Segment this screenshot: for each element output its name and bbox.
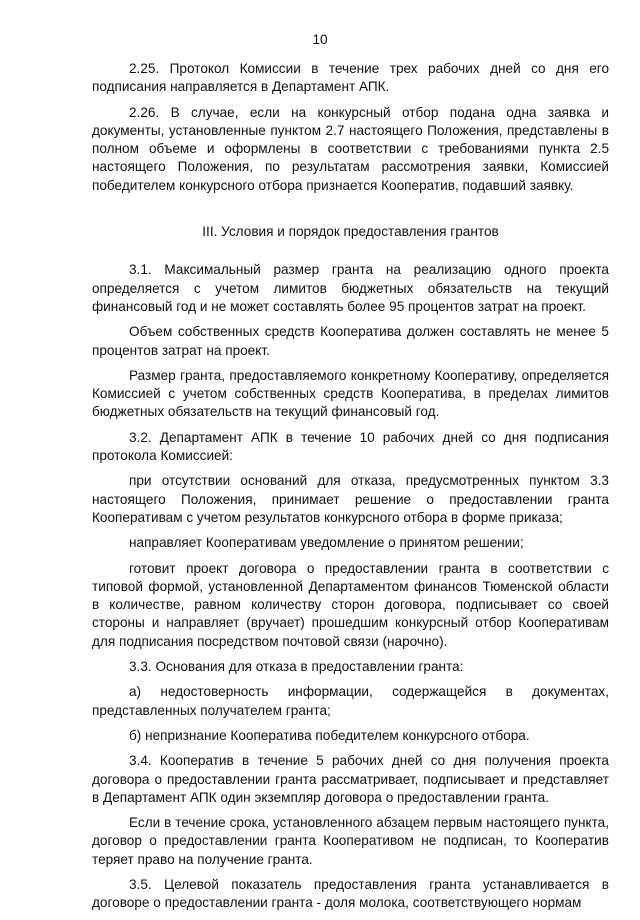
paragraph-3-3-b: б) непризнание Кооператива победителем конкурсного отбора.: [129, 727, 530, 743]
paragraph-3-3-a: а) недостоверность информации, содержащейся в документах, представленных получателем гранта;: [92, 684, 609, 718]
paragraph-3-2-notice: направляет Кооперативам уведомление о принятом решении;: [129, 535, 524, 551]
paragraph-2-26: 2.26. В случае, если на конкурсный отбор подана одна заявка и документы, установленные пунктом 2.7 настоящего Положения, представлены в полном объеме и оформлены в соответствии с требованиями пункта 2.5 настоящего Положения, по результатам рассмотрения заявки, Комиссией победителем конкурсного отбора признается Кооператив, подавший заявку.: [92, 104, 609, 193]
section-heading: III. Условия и порядок предоставления грантов: [202, 224, 499, 240]
paragraph-own-funds: Объем собственных средств Кооператива должен составлять не менее 5 процентов затрат на проект.: [92, 324, 609, 358]
paragraph-grant-size: Размер гранта, предоставляемого конкретному Кооперативу, определяется Комиссией с учетом собственных средств Кооператива, в пределах лимитов бюджетных обязательств на текущий финансовый год.: [92, 367, 609, 420]
document-body: [92, 60, 609, 920]
paragraph-3-2-contract: готовит проект договора о предоставлении гранта в соответствии с типовой формой, установленной Департаментом финансов Тюменской области в количестве, равном количеству сторон договора, подписывает со своей стороны и направляет (вручает) прошедшим конкурсный отбор Кооперативам для подписания посредством почтовой связи (нарочно).: [92, 560, 609, 649]
paragraph-3-1: 3.1. Максимальный размер гранта на реализацию одного проекта определяется с учетом лимитов бюджетных обязательств на текущий финансовый год и не может составлять более 95 процентов затрат на проект.: [92, 262, 609, 314]
paragraph-3-2: 3.2. Департамент АПК в течение 10 рабочих дней со дня подписания протокола Комиссией:: [92, 429, 609, 464]
paragraph-3-5: 3.5. Целевой показатель предоставления гранта устанавливается в договоре о предоставлении гранта - доля молока, соответствующего нормам: [92, 876, 609, 911]
paragraph-3-3: 3.3. Основания для отказа в предоставлении гранта:: [129, 659, 464, 675]
paragraph-3-4: 3.4. Кооператив в течение 5 рабочих дней со дня получения проекта договора о предоставлении гранта рассматривает, подписывает и представляет в Департамент АПК один экземпляр договора о предоставлении гранта.: [92, 753, 609, 805]
paragraph-3-2-decision: при отсутствии оснований для отказа, предусмотренных пунктом 3.3 настоящего Положения, принимает решение о предоставлении гранта Кооперативам с учетом результатов конкурсного отбора в форме приказа;: [92, 473, 609, 525]
paragraph-2-25: 2.25. Протокол Комиссии в течение трех рабочих дней со дня его подписания направляется в Департамент АПК.: [92, 61, 609, 95]
page-number: 10: [312, 32, 328, 47]
paragraph-3-4-deadline: Если в течение срока, установленного абзацем первым настоящего пункта, договор о предоставлении гранта Кооперативом не подписан, то Кооператив теряет право на получение гранта.: [92, 815, 609, 867]
